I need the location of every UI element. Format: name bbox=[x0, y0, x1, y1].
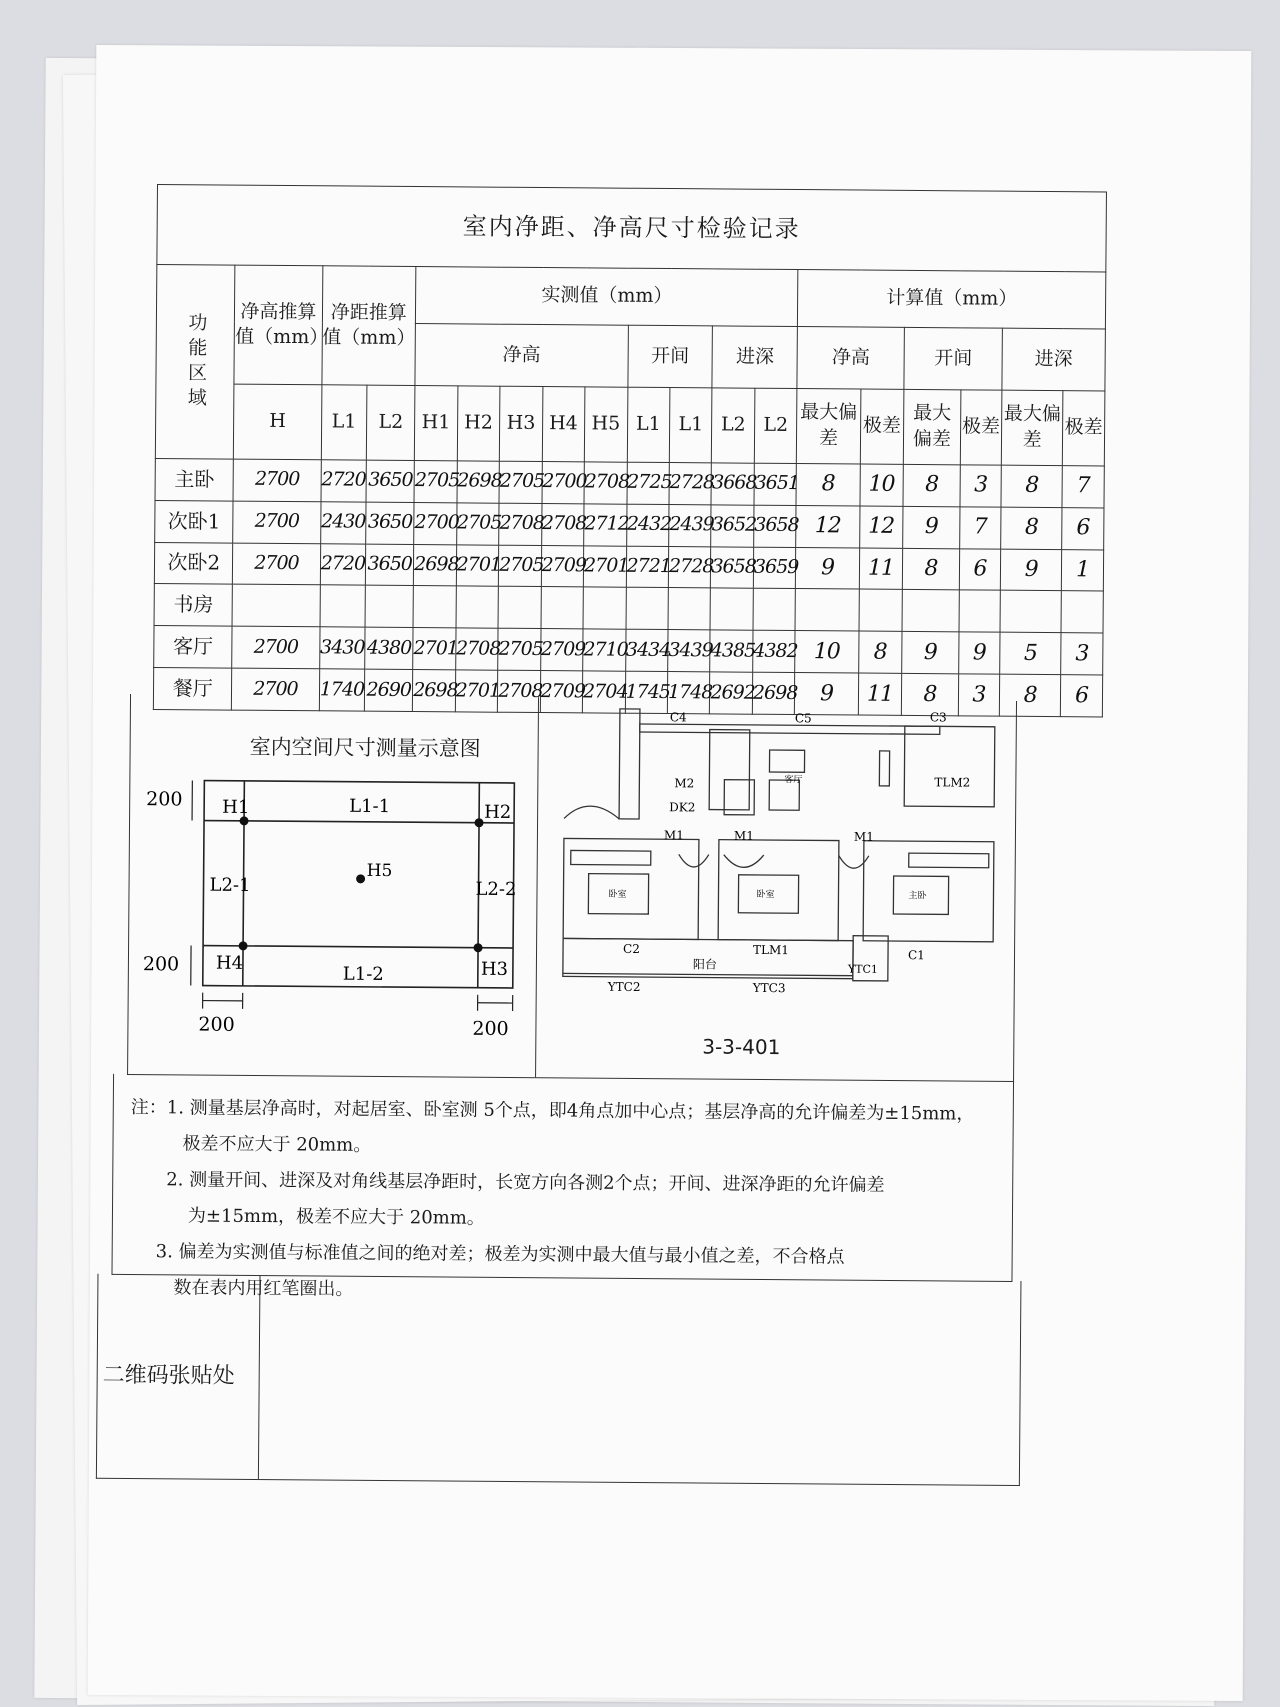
table-cell bbox=[710, 588, 753, 630]
diagram-title: 室内空间尺寸测量示意图 bbox=[249, 734, 481, 761]
plan-room-bedroom-a: 卧室 bbox=[608, 889, 627, 900]
row-area-label: 次卧2 bbox=[154, 542, 233, 584]
table-cell: 2701 bbox=[455, 670, 498, 712]
table-cell: 9 bbox=[958, 632, 1000, 674]
point-h3 bbox=[474, 943, 483, 952]
dim-200-bottom-right: 200 bbox=[472, 1017, 509, 1040]
table-cell: 2698 bbox=[752, 672, 795, 714]
qr-frame bbox=[96, 1274, 1022, 1486]
col-head: L1 bbox=[669, 388, 712, 463]
table-cell bbox=[541, 587, 584, 629]
table-cell: 8 bbox=[1001, 507, 1062, 549]
row-area-label: 客厅 bbox=[154, 626, 233, 668]
plan-room-m1c: M1 bbox=[853, 829, 874, 844]
table-cell: 1740 bbox=[319, 669, 365, 711]
table-cell: 2725 bbox=[627, 462, 670, 504]
table-cell: 2708 bbox=[498, 670, 541, 712]
plan-room-tlm1: TLM1 bbox=[753, 942, 790, 958]
table-cell: 2705 bbox=[498, 628, 541, 670]
table-cell: 7 bbox=[959, 506, 1001, 548]
note-3b: 数在表内用红笔圈出。 bbox=[173, 1277, 354, 1300]
col-head: L2 bbox=[754, 388, 797, 463]
plan-room-living: 客厅 bbox=[784, 775, 803, 786]
table-cell bbox=[1000, 591, 1061, 633]
table-cell: 8 bbox=[796, 463, 859, 505]
table-cell: 9 bbox=[902, 632, 959, 674]
table-cell: 2709 bbox=[540, 671, 583, 713]
table-cell: 7 bbox=[1062, 465, 1104, 507]
table-cell: 1 bbox=[1061, 549, 1103, 591]
table-cell: 2430 bbox=[320, 501, 366, 543]
row-area-label: 餐厅 bbox=[153, 668, 232, 711]
table-cell: 2700 bbox=[542, 461, 585, 503]
table-cell: 2705 bbox=[498, 545, 541, 587]
table-cell bbox=[413, 586, 456, 628]
table-cell: 2432 bbox=[626, 504, 669, 546]
table-cell: 2720 bbox=[321, 460, 367, 502]
table-cell: 2708 bbox=[584, 462, 627, 504]
table-cell bbox=[232, 584, 319, 627]
table-cell: 3650 bbox=[366, 502, 414, 544]
label-l1-2: L1-2 bbox=[342, 963, 384, 986]
col-head: H3 bbox=[499, 386, 542, 461]
table-cell: 2698 bbox=[414, 544, 457, 586]
label-l2-1: L2-1 bbox=[209, 874, 251, 896]
plan-room-c3: C3 bbox=[929, 710, 947, 725]
col-head-range: 极差 bbox=[1062, 391, 1104, 466]
col-head-max-dev: 最大偏差 bbox=[903, 389, 960, 464]
table-cell bbox=[320, 585, 366, 627]
table-cell: 3439 bbox=[668, 630, 711, 672]
header-calc-bay: 开间 bbox=[904, 327, 1002, 390]
table-row bbox=[154, 542, 1103, 591]
plan-room-m1b: M1 bbox=[733, 828, 754, 843]
table-cell: 8 bbox=[1000, 674, 1061, 716]
table-cell: 2700 bbox=[414, 502, 457, 544]
table-cell: 9 bbox=[795, 673, 858, 715]
note-2: 2. 测量开间、进深及对角线基层净距时，长宽方向各测2个点；开间、进深净距的允许偏差 bbox=[166, 1169, 885, 1196]
table-cell: 2700 bbox=[233, 459, 320, 502]
table-row bbox=[154, 626, 1103, 675]
table-cell: 2728 bbox=[669, 462, 712, 504]
table-cell: 3658 bbox=[754, 505, 797, 547]
table-cell: 2701 bbox=[413, 628, 456, 670]
plan-room-dk2: DK2 bbox=[669, 800, 696, 815]
col-head: H2 bbox=[457, 386, 500, 461]
point-h4 bbox=[239, 941, 248, 950]
table-cell: 8 bbox=[1001, 465, 1062, 507]
plan-room-m2: M2 bbox=[674, 776, 695, 791]
table-cell: 3659 bbox=[753, 547, 796, 589]
table-row bbox=[154, 584, 1103, 633]
col-head: H1 bbox=[415, 386, 458, 461]
header-area: 功能区域 bbox=[155, 265, 235, 459]
table-cell: 2710 bbox=[583, 629, 626, 671]
table-cell bbox=[365, 586, 413, 628]
table-cell: 3650 bbox=[366, 460, 414, 502]
table-cell bbox=[753, 589, 796, 631]
table-cell: 2704 bbox=[582, 671, 625, 713]
table-cell: 2698 bbox=[457, 461, 500, 503]
table-cell: 2700 bbox=[233, 501, 320, 544]
label-h4: H4 bbox=[215, 952, 244, 974]
point-h2 bbox=[475, 818, 484, 827]
dim-200-left: 200 bbox=[142, 953, 180, 976]
table-cell: 11 bbox=[859, 548, 903, 590]
table-cell: 12 bbox=[796, 505, 859, 547]
table-cell: 10 bbox=[860, 464, 904, 506]
table-cell: 3651 bbox=[754, 463, 797, 505]
table-cell: 2728 bbox=[668, 546, 711, 588]
label-l1-1: L1-1 bbox=[349, 795, 391, 818]
table-cell: 3650 bbox=[366, 544, 414, 586]
table-cell: 2712 bbox=[584, 504, 627, 546]
plan-room-m1a: M1 bbox=[663, 828, 684, 843]
label-l2-2: L2-2 bbox=[475, 878, 517, 901]
table-cell: 3 bbox=[1061, 633, 1103, 675]
row-area-label: 书房 bbox=[154, 584, 233, 626]
table-cell: 3430 bbox=[319, 627, 365, 669]
note-3: 3. 偏差为实测值与标准值之间的绝对差；极差为实测中最大值与最小值之差，不合格点 bbox=[155, 1241, 845, 1268]
header-measured-height: 净高 bbox=[415, 323, 628, 387]
table-cell: 2709 bbox=[541, 545, 584, 587]
table-cell: 2720 bbox=[320, 543, 366, 585]
table-cell bbox=[626, 588, 669, 630]
table-cell: 2700 bbox=[233, 543, 320, 586]
table-cell: 2439 bbox=[669, 504, 712, 546]
table-cell: 3652 bbox=[711, 505, 754, 547]
dim-200-bottom-left: 200 bbox=[198, 1013, 235, 1036]
table-cell: 1748 bbox=[667, 672, 710, 714]
table-cell bbox=[668, 588, 711, 630]
table-cell: 2708 bbox=[499, 503, 542, 545]
header-h-est: 净高推算值（mm） bbox=[234, 265, 322, 384]
table-cell: 1745 bbox=[625, 671, 668, 713]
plan-room-bedroom-b: 卧室 bbox=[756, 889, 775, 901]
table-cell: 2708 bbox=[541, 503, 584, 545]
plan-room-ytc3: YTC3 bbox=[752, 980, 786, 996]
table-cell bbox=[583, 587, 626, 629]
table-cell: 8 bbox=[902, 548, 959, 590]
header-measured-depth: 进深 bbox=[712, 326, 797, 389]
table-cell: 5 bbox=[1000, 632, 1061, 674]
col-head: L1 bbox=[627, 387, 670, 462]
table-cell bbox=[456, 586, 499, 628]
table-cell: 2701 bbox=[583, 545, 626, 587]
table-cell: 3434 bbox=[625, 629, 668, 671]
table-cell: 3668 bbox=[711, 463, 754, 505]
table-cell: 12 bbox=[859, 506, 903, 548]
row-area-label: 主卧 bbox=[155, 458, 234, 500]
table-cell: 3658 bbox=[711, 546, 754, 588]
table-cell: 4385 bbox=[710, 630, 753, 672]
header-measured-bay: 开间 bbox=[627, 325, 712, 388]
table-cell: 2705 bbox=[414, 460, 457, 502]
plan-room-balcony: 阳台 bbox=[692, 957, 718, 972]
plan-room-c1: C1 bbox=[907, 948, 925, 963]
note-1: 注：1. 测量基层净高时，对起居室、卧室测 5个点，即4角点加中心点；基层净高的允许偏差为±15mm， bbox=[130, 1097, 975, 1125]
col-head-max-dev: 最大偏差 bbox=[797, 389, 861, 464]
plan-room-master: 主卧 bbox=[908, 891, 927, 902]
col-head: H bbox=[234, 384, 322, 459]
col-head: H4 bbox=[542, 387, 585, 462]
note-2b: 为±15mm，极差不应大于 20mm。 bbox=[187, 1205, 485, 1229]
col-head-max-dev: 最大偏差 bbox=[1001, 390, 1063, 465]
measurement-diagram bbox=[142, 760, 534, 1063]
col-head-range: 极差 bbox=[960, 390, 1002, 465]
table-cell: 9 bbox=[796, 547, 859, 589]
header-calc-depth: 进深 bbox=[1002, 328, 1105, 391]
table-cell: 2705 bbox=[499, 461, 542, 503]
table-cell bbox=[1061, 591, 1103, 633]
plan-room-ytc2: YTC2 bbox=[607, 979, 641, 995]
table-cell: 6 bbox=[1060, 675, 1102, 717]
table-cell: 8 bbox=[858, 631, 902, 673]
plan-room-c2: C2 bbox=[623, 941, 640, 957]
measurement-table bbox=[153, 184, 1107, 717]
col-head: L2 bbox=[367, 385, 416, 460]
table-cell: 3 bbox=[958, 674, 1000, 716]
col-head-range: 极差 bbox=[860, 389, 904, 464]
header-measured: 实测值（mm） bbox=[416, 267, 799, 327]
floor-plan bbox=[558, 678, 1005, 1001]
form-title: 室内净距、净高尺寸检验记录 bbox=[157, 185, 1107, 273]
table-row bbox=[155, 500, 1104, 549]
lower-section bbox=[102, 700, 1110, 1528]
table-cell: 2721 bbox=[626, 546, 669, 588]
table-cell: 8 bbox=[902, 673, 959, 715]
table-cell: 2698 bbox=[413, 670, 456, 712]
table-cell: 2705 bbox=[456, 503, 499, 545]
col-head: H5 bbox=[584, 387, 627, 462]
qr-label: 二维码张贴处 bbox=[102, 1362, 235, 1389]
header-l-est: 净距推算值（mm） bbox=[321, 266, 416, 386]
label-h5: H5 bbox=[366, 860, 393, 882]
table-cell: 8 bbox=[903, 464, 960, 506]
table-cell: 3 bbox=[960, 465, 1002, 507]
table-cell: 4380 bbox=[365, 627, 413, 669]
table-cell: 6 bbox=[1062, 507, 1104, 549]
table-cell: 2708 bbox=[455, 628, 498, 670]
table-cell: 2692 bbox=[710, 672, 753, 714]
header-calculated: 计算值（mm） bbox=[798, 270, 1106, 329]
row-area-label: 次卧1 bbox=[155, 500, 234, 542]
table-cell: 4382 bbox=[753, 630, 796, 672]
table-cell: 9 bbox=[1000, 549, 1061, 591]
table-cell: 9 bbox=[903, 506, 960, 548]
plan-room-c4: C4 bbox=[669, 710, 687, 725]
table-cell: 10 bbox=[795, 631, 858, 673]
table-cell: 2701 bbox=[456, 544, 499, 586]
table-cell: 2700 bbox=[232, 668, 319, 711]
col-head: L2 bbox=[712, 388, 755, 463]
header-calc-height: 净高 bbox=[797, 326, 904, 389]
plan-room-tlm2: TLM2 bbox=[934, 775, 971, 790]
point-h5 bbox=[356, 874, 365, 883]
plan-room-c5: C5 bbox=[794, 711, 812, 726]
dim-200-top: 200 bbox=[146, 788, 183, 811]
table-cell: 2690 bbox=[365, 669, 413, 711]
table-cell bbox=[795, 589, 858, 631]
table-cell: 6 bbox=[959, 548, 1001, 590]
table-cell bbox=[859, 589, 903, 631]
table-row bbox=[155, 458, 1104, 507]
table-cell bbox=[498, 587, 541, 629]
table-cell: 11 bbox=[858, 673, 902, 715]
note-1b: 极差不应大于 20mm。 bbox=[182, 1133, 372, 1156]
plan-label: 3-3-401 bbox=[702, 1034, 781, 1060]
label-h2: H2 bbox=[484, 801, 512, 823]
label-h1: H1 bbox=[222, 796, 250, 818]
table-cell: 2709 bbox=[540, 629, 583, 671]
plan-room-ytc1: YTC1 bbox=[847, 962, 878, 976]
label-h3: H3 bbox=[480, 958, 509, 980]
table-cell bbox=[902, 590, 959, 632]
col-head: L1 bbox=[321, 385, 367, 460]
table-cell: 2700 bbox=[232, 626, 319, 669]
table-cell bbox=[959, 590, 1001, 632]
